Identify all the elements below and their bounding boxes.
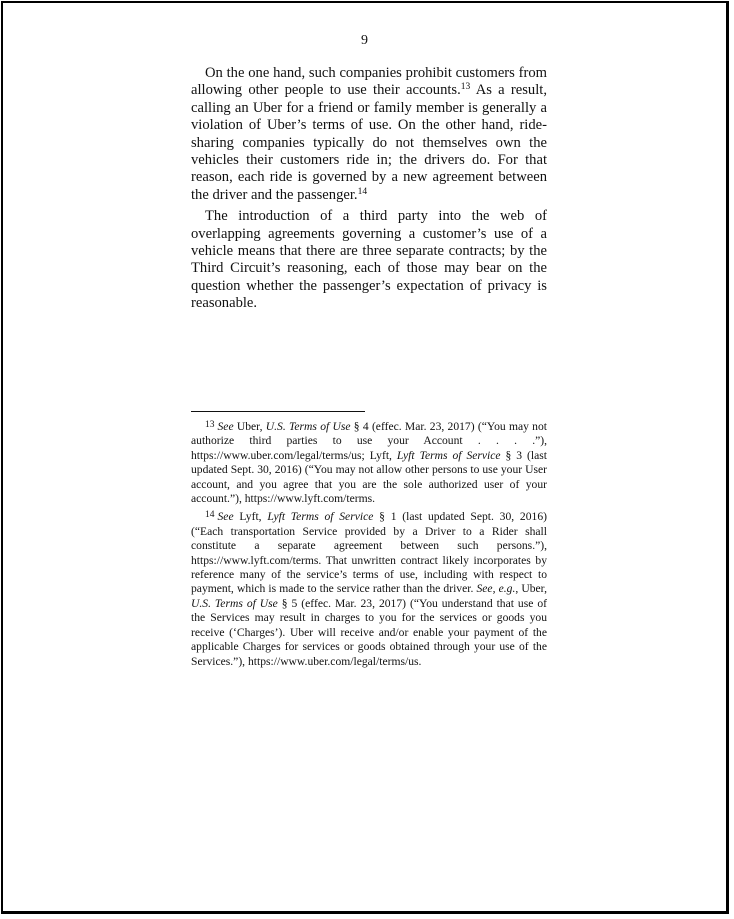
footnote-14 [191, 510, 547, 668]
body-sentence: On the one hand, such companies prohibit customers from allowing other people to use their accounts. [191, 65, 547, 99]
page-number: 9 [361, 33, 368, 48]
signal-see: See [217, 420, 234, 433]
cited-title: Lyft Terms of Service [267, 510, 374, 524]
document-page [1, 1, 729, 914]
cited-title: Lyft Terms of Service [396, 448, 501, 462]
body-paragraph: The introduction of a third party into the web of overlapping agreements governing a customer’s use of a vehicle means that there are three separate contracts; by the Third Circuit’s reasoning, each of those may bear on the question whether the passenger’s expectation of privacy is reasonable. [191, 208, 547, 312]
body-text [191, 65, 547, 317]
footnote-text: Uber, [233, 420, 266, 433]
footnotes [191, 420, 547, 673]
footnote-text: § 3 (last updated Sept. 30, 2016) (“You may not allow other persons to use your User account, and you agree that you are the sole authorized user of your account.”), https://www.lyft.com/terms. [191, 448, 547, 506]
footnote-text: § 5 (effec. Mar. 23, 2017) (“You understand that use of the Services may result in charges to you for the services or goods you receive (‘Charges’). Uber will receive and/or enable your payment of the applicable Charges for services or goods obtained through your use of the Services.”), https://www.uber.com/legal/terms/us. [191, 596, 547, 668]
footnote-number: 14 [205, 510, 215, 521]
cited-title: U.S. Terms of Use [191, 596, 278, 610]
signal-see: See [217, 510, 234, 524]
footnote-text: § 1 (last updated Sept. 30, 2016) (“Each transportation Service provided by a Driver to a Rider shall constitute a separate agreement between such persons.”), https://www.lyft.com/terms. That unwritten contract likely incorporates by reference many of the service’s terms of use, including with respect to payment, which is made to the service rather than the driver. [191, 510, 547, 596]
signal-see-eg: See, e.g. [476, 582, 516, 596]
footnote-separator [191, 411, 365, 412]
footnote-text: § 4 (effec. Mar. 23, 2017) (“You may not authorize third parties to use your Account . . . .”), https://www.uber.com/legal/terms/us; Lyft, [191, 420, 547, 462]
footnote-ref-13: 13 [460, 82, 471, 93]
footnote-text: Lyft, [233, 510, 268, 524]
body-paragraph [191, 65, 547, 204]
footnote-ref-14: 14 [357, 186, 368, 197]
cited-title: U.S. Terms of Use [265, 420, 351, 433]
body-sentence: As a result, calling an Uber for a friend or family member is generally a violation of Uber’s terms of use. On the other hand, ride-sharing companies typically do not themselves own the vehicles their customers ride in; the drivers do. For that reason, each ride is governed by a new agreement between the driver and the passenger. [191, 82, 547, 203]
footnote-text: , Uber, [515, 582, 547, 596]
footnote-13 [191, 420, 547, 506]
footnote-number: 13 [205, 420, 215, 430]
